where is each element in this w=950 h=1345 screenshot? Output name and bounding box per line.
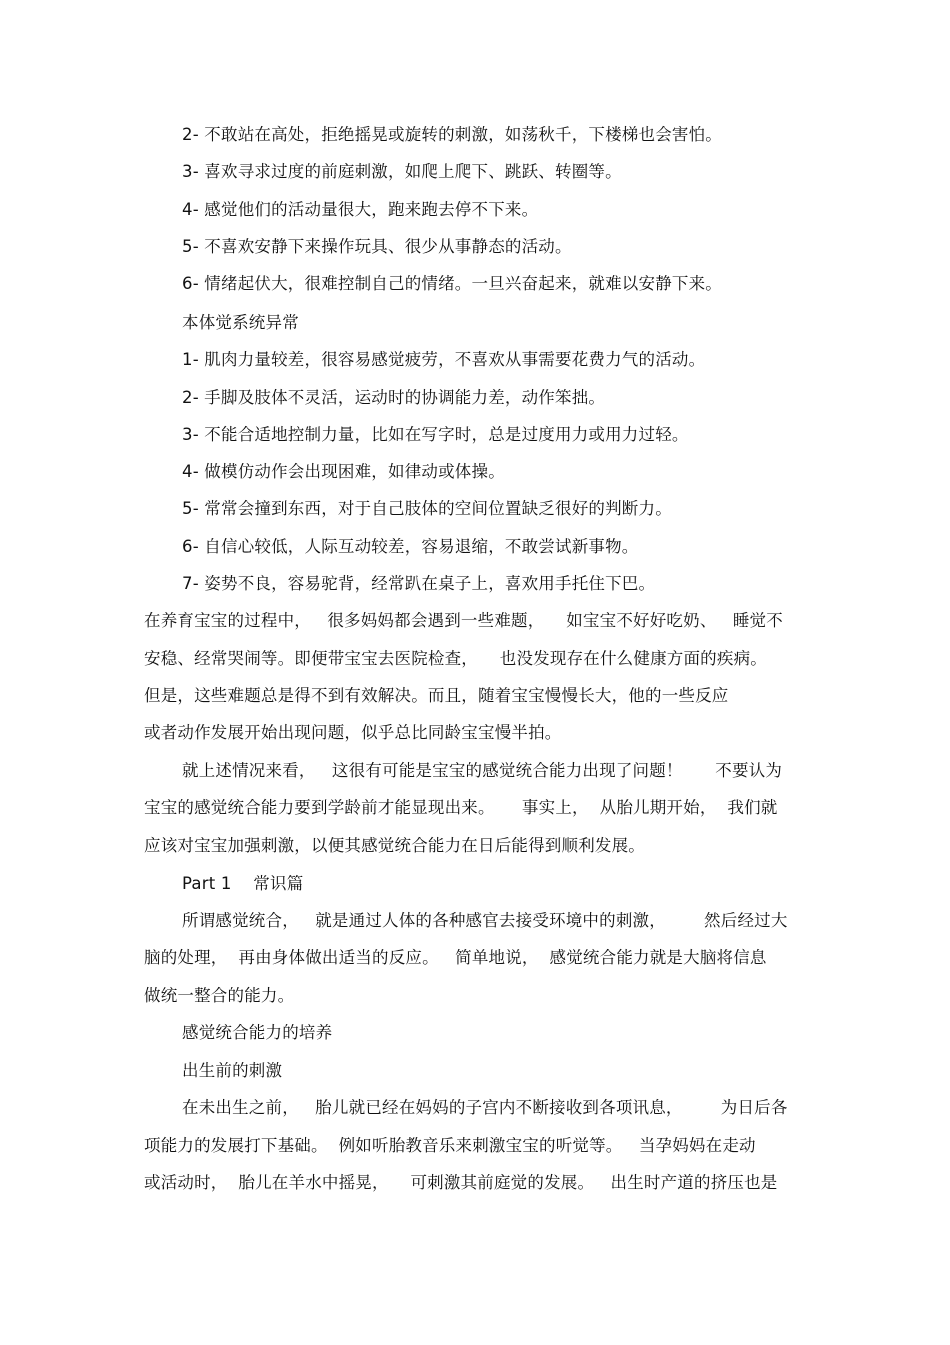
prenatal-paragraph-line: 或活动时， 胎儿在羊水中摇晃， 可刺激其前庭觉的发展。 出生时产道的挤压也是 [144, 1173, 778, 1192]
situation-paragraph-line: 应该对宝宝加强刺激，以便其感觉统合能力在日后能得到顺利发展。 [144, 836, 645, 855]
situation-paragraph-line: 宝宝的感觉统合能力要到学龄前才能显现出来。 事实上， 从胎儿期开始， 我们就 [144, 798, 778, 817]
situation-paragraph-line: 就上述情况来看， 这很有可能是宝宝的感觉统合能力出现了问题！ 不要认为 [182, 761, 783, 780]
proprioception-item-3: 3- 不能合适地控制力量，比如在写字时，总是过度用力或用力过轻。 [182, 425, 689, 444]
vestibular-item-5: 5- 不喜欢安静下来操作玩具、很少从事静态的活动。 [182, 237, 572, 256]
vestibular-item-6: 6- 情绪起伏大，很难控制自己的情绪。一旦兴奋起来，就难以安静下来。 [182, 274, 722, 293]
proprioception-heading: 本体觉系统异常 [182, 313, 299, 332]
intro-paragraph-line: 安稳、经常哭闹等。即便带宝宝去医院检查， 也没发现存在什么健康方面的疾病。 [144, 649, 767, 668]
vestibular-item-4: 4- 感觉他们的活动量很大，跑来跑去停不下来。 [182, 200, 539, 219]
part-heading: Part 1 常识篇 [182, 874, 304, 893]
vestibular-item-2: 2- 不敢站在高处，拒绝摇晃或旋转的刺激，如荡秋千，下楼梯也会害怕。 [182, 125, 722, 144]
proprioception-item-5: 5- 常常会撞到东西，对于自己肢体的空间位置缺乏很好的判断力。 [182, 499, 672, 518]
proprioception-item-2: 2- 手脚及肢体不灵活，运动时的协调能力差，动作笨拙。 [182, 388, 606, 407]
prenatal-heading: 出生前的刺激 [182, 1061, 283, 1080]
prenatal-paragraph-line: 项能力的发展打下基础。 例如听胎教音乐来刺激宝宝的听觉等。 当孕妈妈在走动 [144, 1136, 756, 1155]
proprioception-item-1: 1- 肌肉力量较差，很容易感觉疲劳，不喜欢从事需要花费力气的活动。 [182, 350, 706, 369]
proprioception-item-6: 6- 自信心较低，人际互动较差，容易退缩，不敢尝试新事物。 [182, 537, 639, 556]
definition-paragraph-line: 脑的处理， 再由身体做出适当的反应。 简单地说， 感觉统合能力就是大脑将信息 [144, 948, 767, 967]
training-heading: 感觉统合能力的培养 [182, 1023, 333, 1042]
intro-paragraph-line: 但是，这些难题总是得不到有效解决。而且，随着宝宝慢慢长大，他的一些反应 [144, 686, 729, 705]
intro-paragraph-line: 在养育宝宝的过程中， 很多妈妈都会遇到一些难题， 如宝宝不好好吃奶、 睡觉不 [144, 611, 783, 630]
intro-paragraph-line: 或者动作发展开始出现问题，似乎总比同龄宝宝慢半拍。 [144, 723, 562, 742]
prenatal-paragraph-line: 在未出生之前， 胎儿就已经在妈妈的子宫内不断接收到各项讯息， 为日后各 [182, 1098, 788, 1117]
definition-paragraph-line: 做统一整合的能力。 [144, 986, 295, 1005]
proprioception-item-4: 4- 做模仿动作会出现困难，如律动或体操。 [182, 462, 505, 481]
definition-paragraph-line: 所谓感觉统合， 就是通过人体的各种感官去接受环境中的刺激， 然后经过大 [182, 911, 788, 930]
proprioception-item-7: 7- 姿势不良，容易驼背，经常趴在桌子上，喜欢用手托住下巴。 [182, 574, 656, 593]
vestibular-item-3: 3- 喜欢寻求过度的前庭刺激，如爬上爬下、跳跃、转圈等。 [182, 162, 622, 181]
